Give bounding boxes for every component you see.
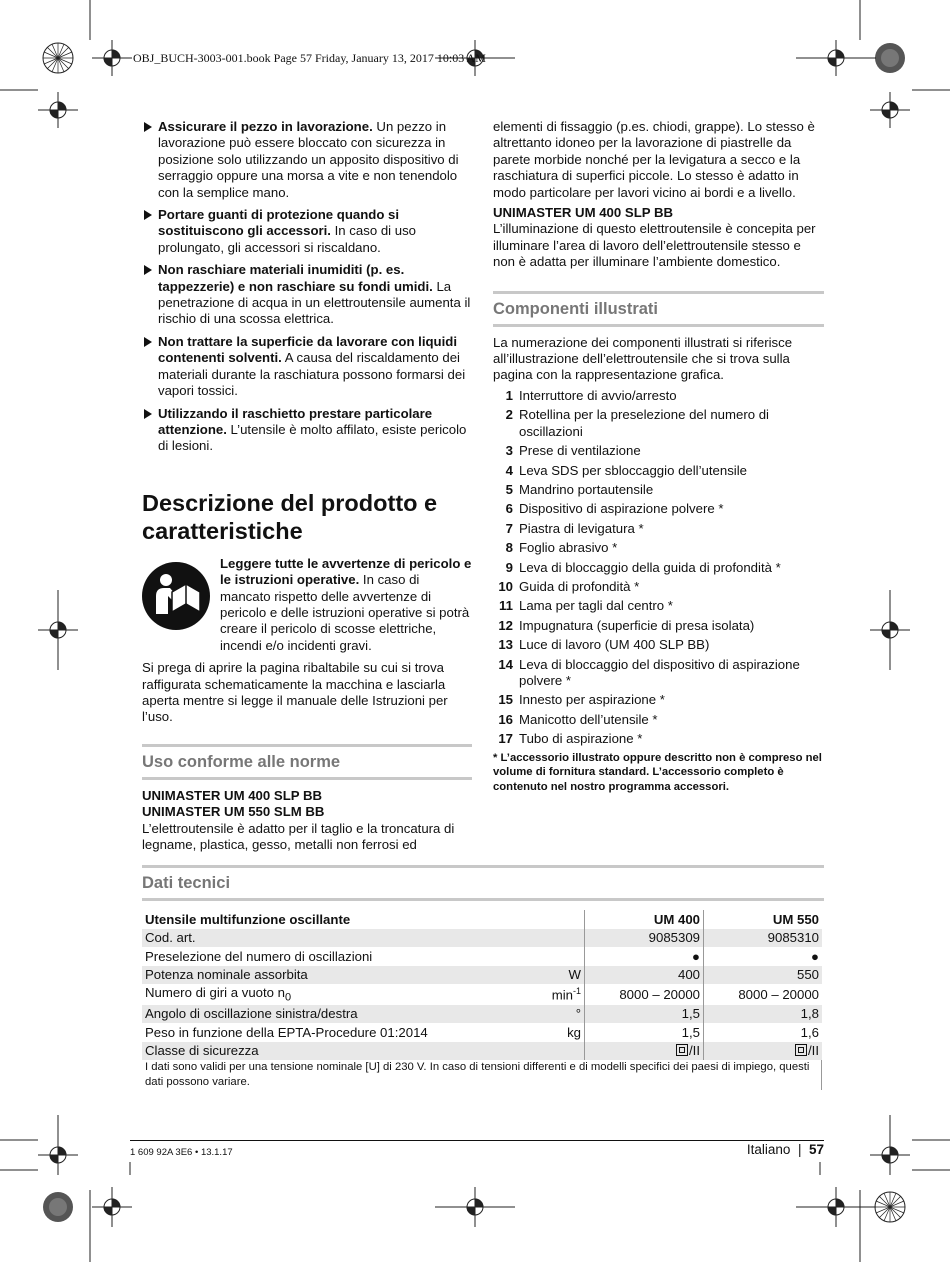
component-label: Piastra di levigatura * <box>519 520 644 536</box>
list-item <box>493 731 824 747</box>
protection-class-icon <box>795 1044 807 1056</box>
row-label-cell <box>142 929 534 948</box>
row-label-cell <box>142 984 534 1005</box>
row-label-cell <box>142 1005 534 1024</box>
footer-page-number: 57 <box>808 1142 824 1157</box>
component-number: 6 <box>505 501 513 517</box>
list-item <box>493 657 824 690</box>
safety-bullet <box>142 207 472 256</box>
table-row <box>142 1042 822 1061</box>
row-um550-value: /II <box>808 1043 819 1059</box>
row-um400-cell <box>585 966 704 985</box>
row-label: Potenza nominale assorbita <box>145 967 308 983</box>
protection-class-icon <box>676 1044 688 1056</box>
read-manual-icon <box>142 562 210 630</box>
row-label: Classe di sicurezza <box>145 1043 259 1059</box>
component-number: 16 <box>498 711 513 727</box>
row-unit-superscript: -1 <box>572 986 581 997</box>
row-um550-cell <box>704 929 823 948</box>
row-label: Angolo di oscillazione sinistra/destra <box>145 1006 358 1022</box>
row-um400-cell <box>585 984 704 1005</box>
safety-bullets <box>142 119 472 455</box>
bullet-text: Un pezzo in lavorazione può essere bloccato con sicurezza in posizione solo utilizzando un apposito dispositivo di serraggio oppure una morsa a vite e non tenendolo con la semplice mano. <box>158 119 459 200</box>
corner-disc-top-right <box>875 43 905 73</box>
row-um400-cell <box>585 929 704 948</box>
row-um400-cell <box>585 1042 704 1061</box>
row-um550-value: 550 <box>796 967 819 983</box>
warning-paragraph <box>220 556 472 654</box>
row-um550-cell <box>704 1023 823 1042</box>
component-label: Impugnatura (superficie di presa isolata) <box>519 617 755 633</box>
safety-bullet <box>142 119 472 201</box>
corner-rosette-bottom-right <box>875 1192 905 1222</box>
component-number: 10 <box>498 578 513 594</box>
list-item <box>493 521 824 537</box>
component-label: Prese di ventilazione <box>519 443 641 459</box>
bullet-triangle-icon <box>144 265 152 275</box>
componenti-intro: La numerazione dei componenti illustrati si riferisce all’illustrazione dell’elettroutensile che si trova sulla pagina con la rappresentazione grafica. <box>493 334 793 383</box>
product-title-line2: caratteristiche <box>142 517 303 544</box>
warning-bold: Leggere tutte le avvertenze di pericolo e le istruzioni operative. <box>220 555 472 588</box>
row-unit-cell <box>534 966 585 985</box>
row-label: Preselezione del numero di oscillazioni <box>145 948 373 964</box>
bullet-text: La penetrazione di acqua in un elettroutensile aumenta il rischio di una scossa elettrica. <box>158 278 471 327</box>
bullet-triangle-icon <box>144 337 152 347</box>
component-number: 7 <box>505 520 513 536</box>
fold-page-paragraph: Si prega di aprire la pagina ribaltabile su cui si trova raffigurata schematicamente la macchina e lasciarla aperta mentre si legge il manuale delle Istruzioni per l’uso. <box>142 660 448 725</box>
component-number: 11 <box>499 598 513 614</box>
component-number: 15 <box>498 692 513 708</box>
safety-bullet <box>142 334 472 400</box>
product-title-line1: Descrizione del prodotto e <box>142 489 438 516</box>
bullet-triangle-icon <box>144 122 152 132</box>
row-unit-cell <box>534 1023 585 1042</box>
component-number: 2 <box>505 407 513 423</box>
row-um550-value: 1,8 <box>800 1006 819 1022</box>
footer-page <box>747 1142 824 1157</box>
bullet-bold: Assicurare il pezzo in lavorazione. <box>158 119 373 134</box>
technical-data-section <box>142 865 824 1090</box>
row-label-cell <box>142 947 534 966</box>
row-um550-cell <box>704 1005 823 1024</box>
list-item <box>493 692 824 708</box>
row-unit: ° <box>575 1006 581 1022</box>
table-row <box>142 1005 822 1024</box>
row-um400-value: 400 <box>677 967 700 983</box>
right-column <box>493 119 824 794</box>
list-item <box>493 388 824 404</box>
component-label: Leva di bloccaggio del dispositivo di aspirazione polvere * <box>519 656 800 688</box>
list-item <box>493 463 824 479</box>
component-number: 8 <box>505 540 513 556</box>
bullet-bold: Utilizzando il raschietto prestare particolare attenzione. <box>158 405 433 437</box>
row-unit-cell <box>534 984 585 1005</box>
safety-bullet <box>142 262 472 328</box>
row-um550-cell <box>704 1042 823 1061</box>
component-label: Leva di bloccaggio della guida di profondità * <box>519 559 781 575</box>
list-item <box>493 618 824 634</box>
read-manual-warning <box>142 556 472 654</box>
row-label-cell <box>142 966 534 985</box>
componenti-section-title: Componenti illustrati <box>493 291 824 327</box>
dati-section-title: Dati tecnici <box>142 865 824 901</box>
row-unit: min <box>551 987 573 1003</box>
component-label: Rotellina per la preselezione del numero di oscillazioni <box>519 407 769 439</box>
bullet-text: In caso di uso prolungato, gli accessori si riscaldano. <box>158 223 417 255</box>
row-um400-value: 8000 – 20000 <box>619 986 700 1002</box>
row-label-subscript: 0 <box>285 991 292 1004</box>
book-header: OBJ_BUCH-3003-001.book Page 57 Friday, January 13, 2017 10:03 AM <box>133 51 486 65</box>
uso-text-right: elementi di fissaggio (p.es. chiodi, grappe). Lo stesso è altrettanto idoneo per la lavorazione di piastrelle da parete morbide nonché per la levigatura a secco e la raschiatura di superfici piccole. Lo stesso è adatto in modo particolare per lavori vicino ai bordi e a livello. <box>493 119 815 200</box>
list-item <box>493 712 824 728</box>
row-um550-value: 9085310 <box>767 930 819 946</box>
table-row <box>142 1023 822 1042</box>
table-header-row <box>142 910 822 929</box>
corner-rosette-top-left <box>43 43 73 73</box>
component-label: Interruttore di avvio/arresto <box>519 387 677 403</box>
table-header-um550: UM 550 <box>772 911 819 927</box>
uso-model-3: UNIMASTER UM 400 SLP BB <box>493 205 674 221</box>
corner-disc-bottom-left <box>43 1192 73 1222</box>
bullet-triangle-icon <box>144 409 152 419</box>
row-unit: W <box>568 967 581 983</box>
list-item <box>493 540 824 556</box>
row-um400-value: 1,5 <box>681 1006 700 1022</box>
list-item <box>493 501 824 517</box>
footer-language: Italiano <box>746 1142 791 1157</box>
list-item <box>493 443 824 459</box>
row-um400-value: ● <box>692 948 700 964</box>
bullet-bold: Non raschiare materiali inumiditi (p. es. tappezzerie) e non raschiare su fondi umidi. <box>158 262 433 294</box>
component-label: Foglio abrasivo * <box>519 540 618 556</box>
uso-text-left: L’elettroutensile è adatto per il taglio e la troncatura di legname, plastica, gesso, metalli non ferrosi ed <box>142 820 455 852</box>
component-label: Tubo di aspirazione * <box>519 731 643 747</box>
table-note: I dati sono validi per una tensione nominale [U] di 230 V. In caso di tensioni differenti e di modelli specifici dei paesi di impiego, questi dati possono variare. <box>142 1060 822 1090</box>
component-label: Luce di lavoro (UM 400 SLP BB) <box>519 637 710 653</box>
component-number: 14 <box>498 656 513 672</box>
row-um550-cell <box>704 984 823 1005</box>
uso-model-2: UNIMASTER UM 550 SLM BB <box>142 804 325 820</box>
component-label: Mandrino portautensile <box>519 481 654 497</box>
list-item <box>493 579 824 595</box>
component-label: Lama per tagli dal centro * <box>519 598 673 614</box>
safety-bullet <box>142 406 472 455</box>
row-um550-value: ● <box>811 948 819 964</box>
row-um550-cell <box>704 966 823 985</box>
row-label-cell <box>142 1023 534 1042</box>
table-header-um400: UM 400 <box>585 910 704 929</box>
component-number: 3 <box>505 443 513 459</box>
component-number: 13 <box>498 637 513 653</box>
row-unit-cell <box>534 947 585 966</box>
table-row <box>142 984 822 1005</box>
row-unit-cell <box>534 1005 585 1024</box>
component-number: 17 <box>498 731 513 747</box>
row-label-cell <box>142 1042 534 1061</box>
bullet-bold: Non trattare la superficie da lavorare con liquidi contenenti solventi. <box>158 333 457 366</box>
row-um400-cell <box>585 1005 704 1024</box>
row-um400-value: /II <box>689 1043 700 1059</box>
component-number: 1 <box>505 387 513 403</box>
table-row <box>142 966 822 985</box>
component-number: 5 <box>505 481 513 497</box>
product-title <box>142 489 472 545</box>
bullet-text: L’utensile è molto affilato, esiste pericolo di lesioni. <box>158 421 467 454</box>
component-label: Guida di profondità * <box>519 578 640 594</box>
bullet-text: A causa del riscaldamento dei materiali durante la raschiatura possono formarsi dei vapori tossici. <box>158 350 466 399</box>
row-unit-cell <box>534 1042 585 1061</box>
list-item <box>493 598 824 614</box>
row-um400-cell <box>585 1023 704 1042</box>
component-label: Innesto per aspirazione * <box>519 692 665 708</box>
footer-code: 1 609 92A 3E6 • 13.1.17 <box>130 1147 233 1158</box>
list-item <box>493 482 824 498</box>
footer-separator: | <box>794 1142 806 1157</box>
bullet-triangle-icon <box>144 210 152 220</box>
bullet-bold: Portare guanti di protezione quando si sostituiscono gli accessori. <box>158 207 400 239</box>
components-list <box>493 388 824 748</box>
list-item <box>493 560 824 576</box>
component-label: Dispositivo di aspirazione polvere * <box>519 501 724 517</box>
row-um550-value: 1,6 <box>800 1024 819 1040</box>
row-label: Peso in funzione della EPTA-Procedure 01:2014 <box>145 1024 428 1040</box>
left-column <box>142 119 472 853</box>
table-header-unit <box>534 910 585 929</box>
list-item <box>493 637 824 653</box>
row-unit-cell <box>534 929 585 948</box>
component-label: Manicotto dell’utensile * <box>519 711 658 727</box>
row-um400-value: 1,5 <box>681 1024 700 1040</box>
row-um400-cell <box>585 947 704 966</box>
row-um400-value: 9085309 <box>648 930 700 946</box>
row-label: Numero di giri a vuoto n <box>145 985 286 1000</box>
table-header-label: Utensile multifunzione oscillante <box>145 911 351 927</box>
row-um550-cell <box>704 947 823 966</box>
table-row <box>142 929 822 948</box>
lighting-text: L’illuminazione di questo elettroutensile è concepita per illuminare l’area di lavoro dell’elettroutensile stesso e non è adatta per illuminare l’ambiente domestico. <box>493 221 816 270</box>
footer-rule <box>130 1140 824 1141</box>
table-row <box>142 947 822 966</box>
component-label: Leva SDS per sbloccaggio dell’utensile <box>519 462 747 478</box>
component-number: 4 <box>505 462 513 478</box>
technical-data-table <box>142 910 822 1060</box>
component-number: 9 <box>505 559 513 575</box>
component-number: 12 <box>498 617 513 633</box>
uso-model-1: UNIMASTER UM 400 SLP BB <box>142 787 323 803</box>
row-unit: kg <box>567 1024 581 1040</box>
row-um550-value: 8000 – 20000 <box>738 986 819 1002</box>
warning-text: In caso di mancato rispetto delle avvertenze di pericolo e delle istruzioni operative si potrà creare il pericolo di scosse elettriche, incendi e/o incidenti gravi. <box>220 572 470 653</box>
accessory-footnote: * L’accessorio illustrato oppure descritto non è compreso nel volume di fornitura standard. L’accessorio completo è contenuto nel nostro programma accessori. <box>493 751 822 793</box>
row-label: Cod. art. <box>145 930 196 946</box>
list-item <box>493 407 824 440</box>
uso-section-title: Uso conforme alle norme <box>142 744 472 780</box>
